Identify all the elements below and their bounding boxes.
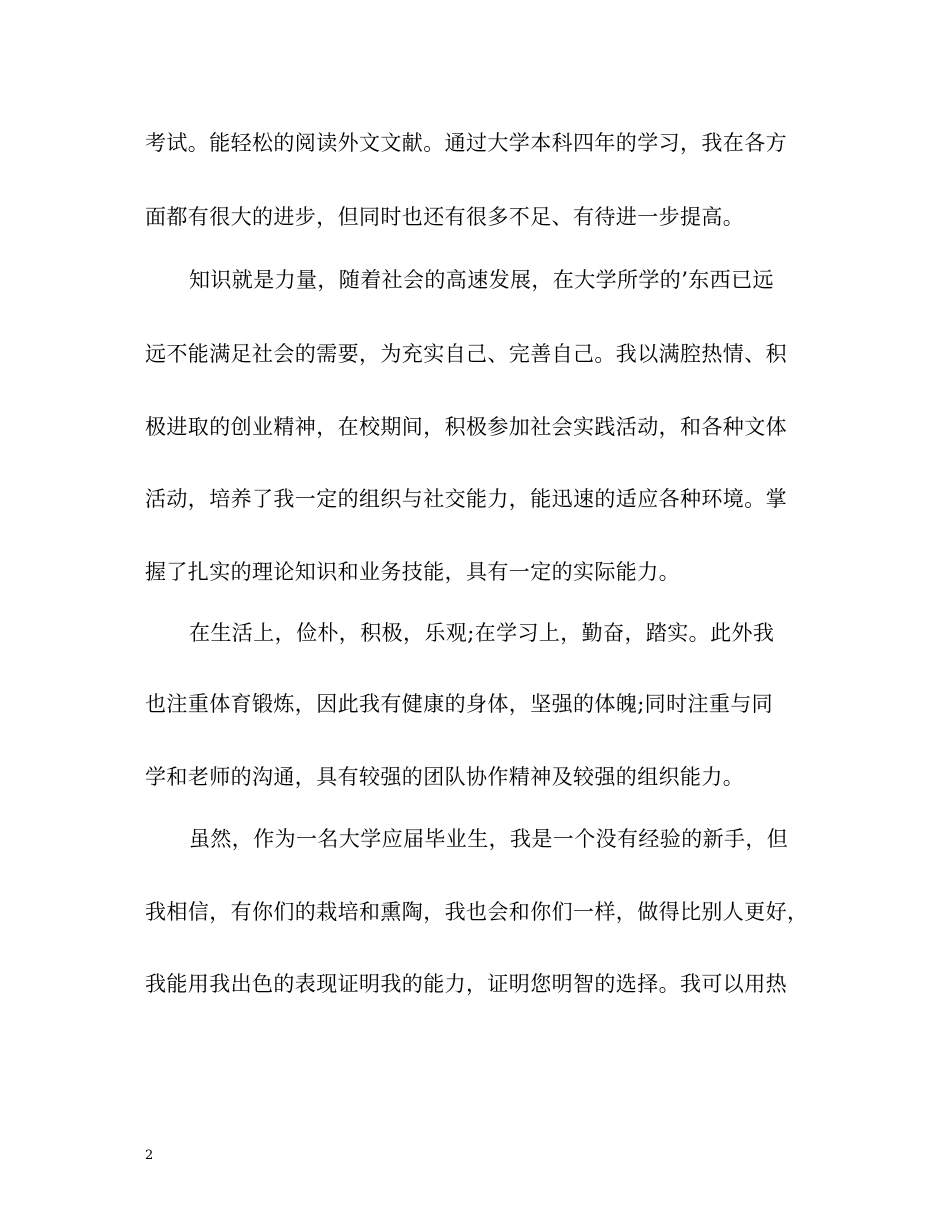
text-line-8: 在生活上，俭朴，积极，乐观;在学习上，勤奋，踏实。此外我 <box>189 621 775 645</box>
text-line-2: 面都有很大的进步，但同时也还有很多不足、有待进一步提高。 <box>145 205 745 229</box>
text-line-5: 极进取的创业精神，在校期间，积极参加社会实践活动，和各种文体 <box>145 415 787 439</box>
text-line-13: 我能用我出色的表现证明我的能力，证明您明智的选择。我可以用热 <box>145 972 787 996</box>
text-line-1: 考试。能轻松的阅读外文文献。通过大学本科四年的学习，我在各方 <box>145 131 787 155</box>
page-number: 2 <box>145 1148 154 1163</box>
text-line-9: 也注重体育锻炼，因此我有健康的身体，坚强的体魄;同时注重与同 <box>145 692 774 716</box>
text-line-6: 活动，培养了我一定的组织与社交能力，能迅速的适应各种环境。掌 <box>145 487 787 511</box>
text-line-10: 学和老师的沟通，具有较强的团队协作精神及较强的组织能力。 <box>145 765 745 789</box>
text-line-7: 握了扎实的理论知识和业务技能，具有一定的实际能力。 <box>145 560 680 584</box>
text-line-3: 知识就是力量，随着社会的高速发展，在大学所学的’东西已远 <box>189 268 774 292</box>
text-line-11: 虽然，作为一名大学应届毕业生，我是一个没有经验的新手，但 <box>189 827 789 851</box>
text-line-4: 远不能满足社会的需要，为充实自己、完善自己。我以满腔热情、积 <box>145 342 787 366</box>
text-line-12: 我相信，有你们的栽培和熏陶，我也会和你们一样，做得比别人更好， <box>145 900 809 924</box>
